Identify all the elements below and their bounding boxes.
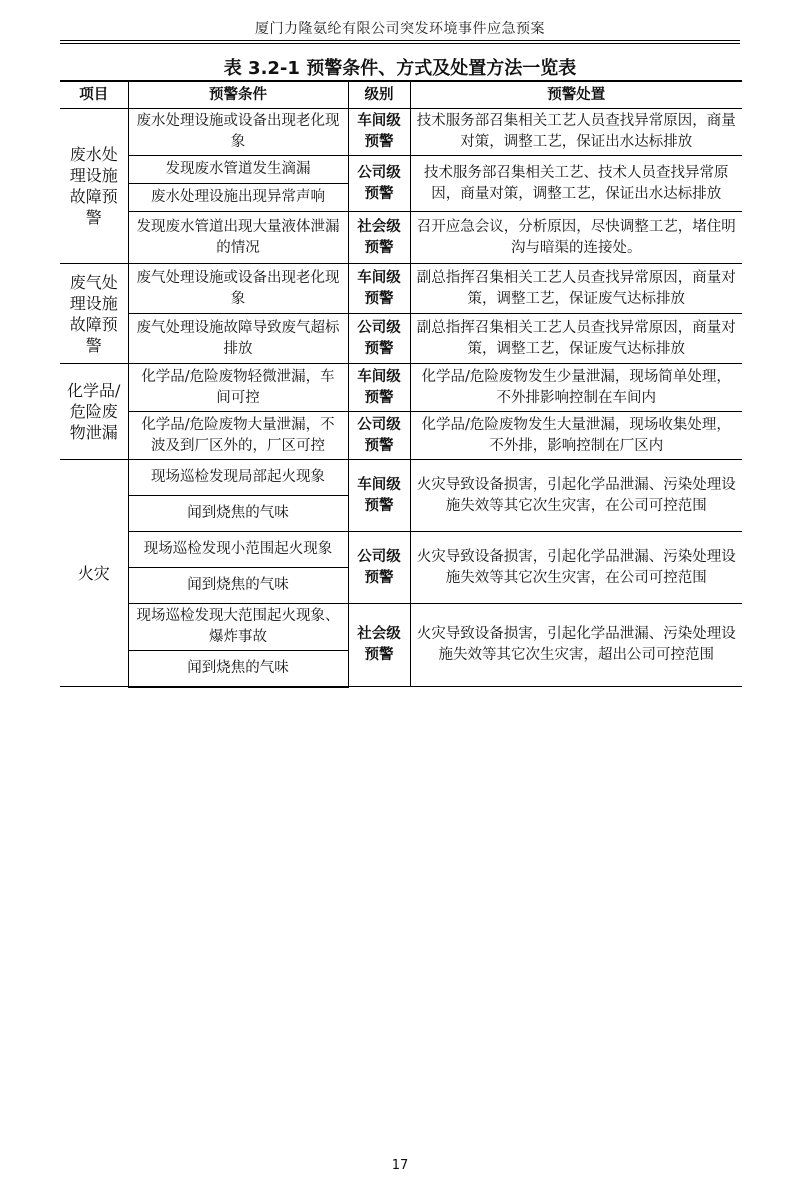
table-row: [60, 212, 742, 264]
level-cell: 车间级预警: [348, 109, 410, 156]
item-cell: 废气处理设施故障预警: [60, 264, 128, 364]
item-cell: 化学品/危险废物泄漏: [60, 364, 128, 460]
column-header-action: 预警处置: [410, 81, 742, 109]
table-body: [60, 109, 742, 687]
table-row: [60, 156, 742, 184]
condition-cell: 闻到烧焦的气味: [128, 496, 348, 532]
table-row: [60, 264, 742, 314]
condition-cell: 闻到烧焦的气味: [128, 568, 348, 604]
action-cell: 副总指挥召集相关工艺人员查找异常原因，商量对策，调整工艺，保证废气达标排放: [410, 314, 742, 364]
condition-cell: 化学品/危险废物大量泄漏，不波及到厂区外的，厂区可控: [128, 412, 348, 460]
action-cell: 技术服务部召集相关工艺人员查找异常原因，商量对策，调整工艺，保证出水达标排放: [410, 109, 742, 156]
action-cell: 火灾导致设备损害，引起化学品泄漏、污染处理设施失效等其它次生灾害，在公司可控范围: [410, 532, 742, 604]
table-row: [60, 412, 742, 460]
action-cell: 化学品/危险废物发生少量泄漏，现场简单处理，不外排影响控制在车间内: [410, 364, 742, 412]
page-number: 17: [391, 1158, 409, 1173]
level-cell: 社会级预警: [348, 212, 410, 264]
item-cell: 废水处理设施 故障预 警: [60, 109, 128, 264]
level-cell: 车间级预警: [348, 264, 410, 314]
condition-cell: 化学品/危险废物轻微泄漏，车间可控: [128, 364, 348, 412]
header-rule: [60, 40, 740, 44]
condition-cell: 发现废水管道发生滴漏: [128, 156, 348, 184]
action-cell: 副总指挥召集相关工艺人员查找异常原因，商量对策，调整工艺，保证废气达标排放: [410, 264, 742, 314]
condition-cell: 废水处理设施出现异常声响: [128, 184, 348, 212]
table-row: [60, 314, 742, 364]
table-row: [60, 460, 742, 496]
table-caption: 表 3.2-1 预警条件、方式及处置方法一览表: [223, 58, 577, 79]
table-row: [60, 364, 742, 412]
level-cell: 车间级预警: [348, 364, 410, 412]
action-cell: 火灾导致设备损害，引起化学品泄漏、污染处理设施失效等其它次生灾害，超出公司可控范围: [410, 604, 742, 687]
level-cell: 社会级预警: [348, 604, 410, 687]
level-cell: 公司级预警: [348, 314, 410, 364]
level-cell: 公司级预警: [348, 412, 410, 460]
action-cell: 火灾导致设备损害，引起化学品泄漏、污染处理设施失效等其它次生灾害，在公司可控范围: [410, 460, 742, 532]
condition-cell: 废气处理设施故障导致废气超标排放: [128, 314, 348, 364]
column-header-item: 项目: [60, 81, 128, 109]
action-cell: 召开应急会议，分析原因，尽快调整工艺，堵住明沟与暗渠的连接处。: [410, 212, 742, 264]
table-header-row: [60, 81, 742, 109]
condition-cell: 闻到烧焦的气味: [128, 651, 348, 687]
table-row: [60, 604, 742, 651]
column-header-condition: 预警条件: [128, 81, 348, 109]
level-cell: 公司级预警: [348, 156, 410, 212]
action-cell: 技术服务部召集相关工艺、技术人员查找异常原因，商量对策，调整工艺，保证出水达标排放: [410, 156, 742, 212]
warning-table: [60, 80, 742, 688]
column-header-level: 级别: [348, 81, 410, 109]
item-cell: 火灾: [60, 460, 128, 687]
running-header: 厦门力隆氨纶有限公司突发环境事件应急预案: [255, 21, 545, 37]
condition-cell: 发现废水管道出现大量液体泄漏的情况: [128, 212, 348, 264]
level-cell: 车间级预警: [348, 460, 410, 532]
condition-cell: 废水处理设施或设备出现老化现象: [128, 109, 348, 156]
condition-cell: 现场巡检发现小范围起火现象: [128, 532, 348, 568]
table-row: [60, 109, 742, 156]
level-cell: 公司级预警: [348, 532, 410, 604]
action-cell: 化学品/危险废物发生大量泄漏，现场收集处理，不外排，影响控制在厂区内: [410, 412, 742, 460]
condition-cell: 废气处理设施或设备出现老化现象: [128, 264, 348, 314]
table-row: [60, 532, 742, 568]
condition-cell: 现场巡检发现大范围起火现象、爆炸事故: [128, 604, 348, 651]
condition-cell: 现场巡检发现局部起火现象: [128, 460, 348, 496]
